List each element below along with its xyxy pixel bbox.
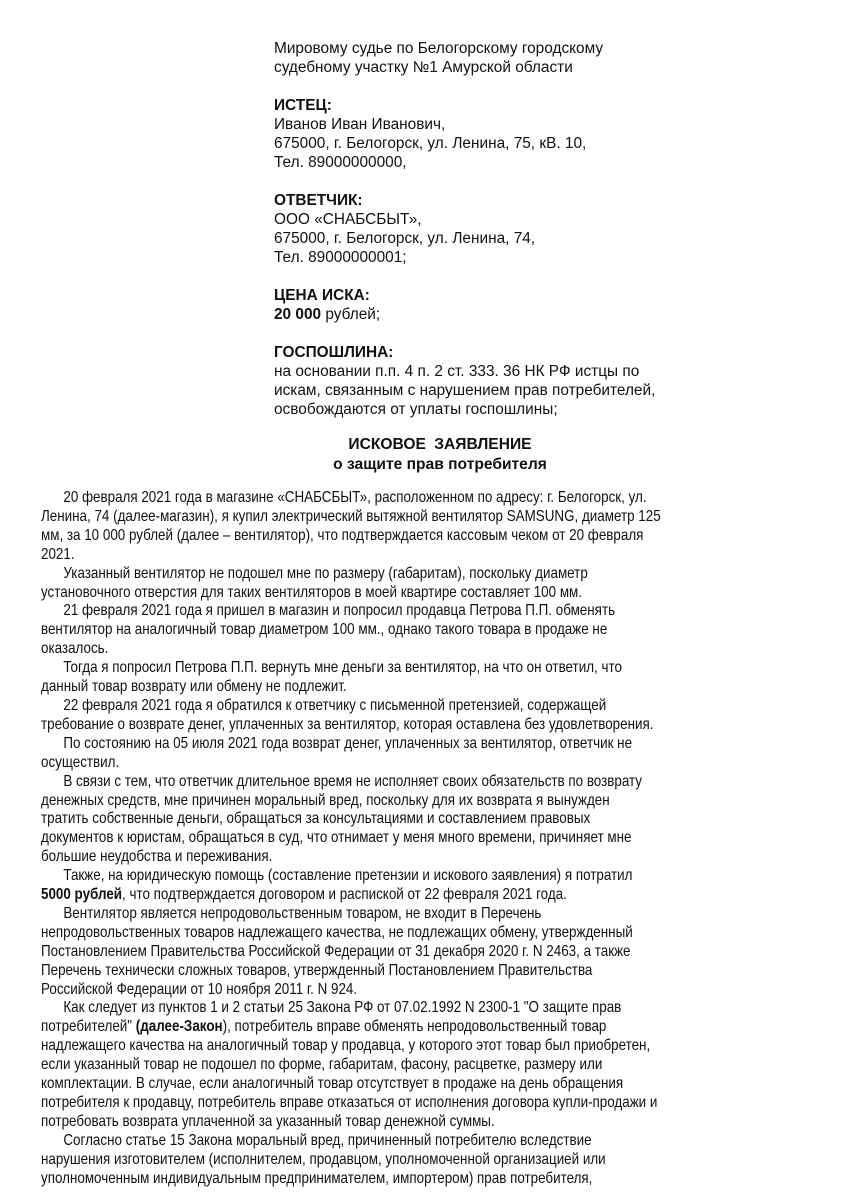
claim-price-label: ЦЕНА ИСКА: <box>274 287 370 304</box>
body-line: если указанный товар не подошел по форме, габаритам, фасону, расцветке, размеру или <box>41 1056 603 1074</box>
body-line: надлежащего качества на аналогичный товар у продавца, у которого этот товар был приобретен, <box>41 1037 651 1055</box>
body-line: оказалось. <box>41 640 109 658</box>
plaintiff-name: Иванов Иван Иванович, <box>274 116 446 133</box>
body-line: потребовать возврата уплаченной за указанный товар денежной суммы. <box>41 1112 495 1130</box>
state-fee-text: освобождаются от уплаты госпошлины; <box>274 401 558 418</box>
addressee-line: судебному участку №1 Амурской области <box>274 59 573 76</box>
body-text-fragment: , что подтверждается договором и распиской от 22 февраля 2021 года. <box>122 886 567 904</box>
spacer <box>274 267 694 286</box>
body-line: тратить собственные деньги, обращаться за консультациями и составлением правовых <box>41 810 591 828</box>
spacer <box>274 172 694 191</box>
plaintiff-address: 675000, г. Белогорск, ул. Ленина, 75, кВ. 10, <box>274 135 587 152</box>
body-line: мм, за 10 000 рублей (далее – вентилятор), что подтверждается кассовым чеком от 20 февраля <box>41 526 644 544</box>
body-line: потребителя к продавцу, потребитель вправе отказаться от исполнения договора купли-продажи и <box>41 1094 658 1111</box>
body-line: Как следует из пунктов 1 и 2 статьи 25 Закона РФ от 07.02.1992 N 2300-1 "О защите прав <box>63 999 622 1017</box>
body-line: денежных средств, мне причинен моральный вред, поскольку для их возврата я вынужден <box>41 791 610 809</box>
body-line: нарушения изготовителем (исполнителем, продавцом, уполномоченной организацией или <box>41 1150 606 1168</box>
body-line: Постановлением Правительства Российской Федерации от 31 декабря 2020 г. N 2463, а также <box>41 942 631 960</box>
body-line <box>41 1018 830 1037</box>
body-line: В связи с тем, что ответчик длительное время не исполняет своих обязательств по возврату <box>63 772 643 790</box>
body-line: 20 февраля 2021 года в магазине «СНАБСБЫТ», расположенном по адресу: г. Белогорск, ул. <box>63 489 647 506</box>
document-title <box>0 435 849 475</box>
header-block <box>274 39 694 419</box>
body-line: 22 февраля 2021 года я обратился к ответчику с письменной претензией, содержащей <box>63 696 607 714</box>
state-fee-text: на основании п.п. 4 п. 2 ст. 333. 36 НК РФ истцы по <box>274 363 640 380</box>
claim-price-value <box>274 305 694 324</box>
body-line <box>41 886 830 905</box>
body-line: требование о возврате денег, уплаченных за вентилятор, которая оставлена без удовлетворения. <box>41 715 654 733</box>
body-line: Согласно статье 15 Закона моральный вред, причиненный потребителю вследствие <box>63 1131 592 1149</box>
plaintiff-phone: Тел. 89000000000, <box>274 154 407 171</box>
body-line: Тогда я попросил Петрова П.П. вернуть мне деньги за вентилятор, на что он ответил, что <box>63 659 622 677</box>
title-main: ИСКОВОЕ ЗАЯВЛЕНИЕ <box>348 436 532 453</box>
body-line: Также, на юридическую помощь (составление претензии и искового заявления) я потратил <box>63 867 633 885</box>
defendant-address: 675000, г. Белогорск, ул. Ленина, 74, <box>274 230 536 247</box>
body-line: осуществил. <box>41 753 120 771</box>
plaintiff-label: ИСТЕЦ: <box>274 97 332 114</box>
title-subtitle: о защите прав потребителя <box>333 456 547 473</box>
body-line: большие неудобства и переживания. <box>41 848 273 866</box>
body-line: непродовольственных товаров надлежащего качества, не подлежащих обмену, утвержденный <box>41 923 633 941</box>
law-abbreviation: (далее-Закон <box>135 1018 223 1036</box>
claim-body <box>41 489 830 1189</box>
body-line: Вентилятор является непродовольственным товаром, не входит в Перечень <box>63 904 542 922</box>
body-line: Ленина, 74 (далее-магазин), я купил электрический вытяжной вентилятор SAMSUNG, диаметр 125 <box>41 507 661 525</box>
body-text-fragment: потребителей" <box>41 1018 136 1036</box>
addressee-line: Мировому судье по Белогорскому городскому <box>274 40 604 57</box>
spacer <box>274 77 694 96</box>
claim-price-amount: 20 000 <box>274 306 322 323</box>
body-line: вентилятор на аналогичный товар диаметром 100 мм., однако такого товара в продаже не <box>41 621 608 639</box>
body-line: данный товар возврату или обмену не подлежит. <box>41 678 347 696</box>
body-line: Российской Федерации от 10 ноября 2011 г. N 924. <box>41 980 358 998</box>
claim-price-suffix: рублей; <box>321 306 381 323</box>
defendant-phone: Тел. 89000000001; <box>274 249 407 266</box>
body-line: По состоянию на 05 июля 2021 года возврат денег, уплаченных за вентилятор, ответчик не <box>63 734 633 752</box>
body-text-fragment: ), потребитель вправе обменять непродовольственный товар <box>222 1018 607 1036</box>
body-line: документов к юристам, обращаться в суд, что отнимает у меня много времени, причиняет мне <box>41 829 632 847</box>
spacer <box>274 324 694 343</box>
body-line: уполномоченным индивидуальным предпринимателем, импортером) прав потребителя, <box>41 1169 593 1187</box>
defendant-label: ОТВЕТЧИК: <box>274 192 363 209</box>
defendant-name: ООО «СНАБСБЫТ», <box>274 211 422 228</box>
body-line: комплектации. В случае, если аналогичный товар отсутствует в продаже на день обращения <box>41 1075 624 1093</box>
body-line: установочного отверстия для таких вентиляторов в моей квартире составляет 100 мм. <box>41 583 582 601</box>
body-line: 21 февраля 2021 года я пришел в магазин и попросил продавца Петрова П.П. обменять <box>63 602 616 620</box>
body-line: Указанный вентилятор не подошел мне по размеру (габаритам), поскольку диаметр <box>63 564 588 582</box>
state-fee-label: ГОСПОШЛИНА: <box>274 344 394 361</box>
legal-fee-amount: 5000 рублей <box>41 886 123 904</box>
body-line: 2021. <box>41 545 75 563</box>
body-line: Перечень технически сложных товаров, утвержденный Постановлением Правительства <box>41 961 593 979</box>
state-fee-text: искам, связанным с нарушением прав потребителей, <box>274 382 656 399</box>
